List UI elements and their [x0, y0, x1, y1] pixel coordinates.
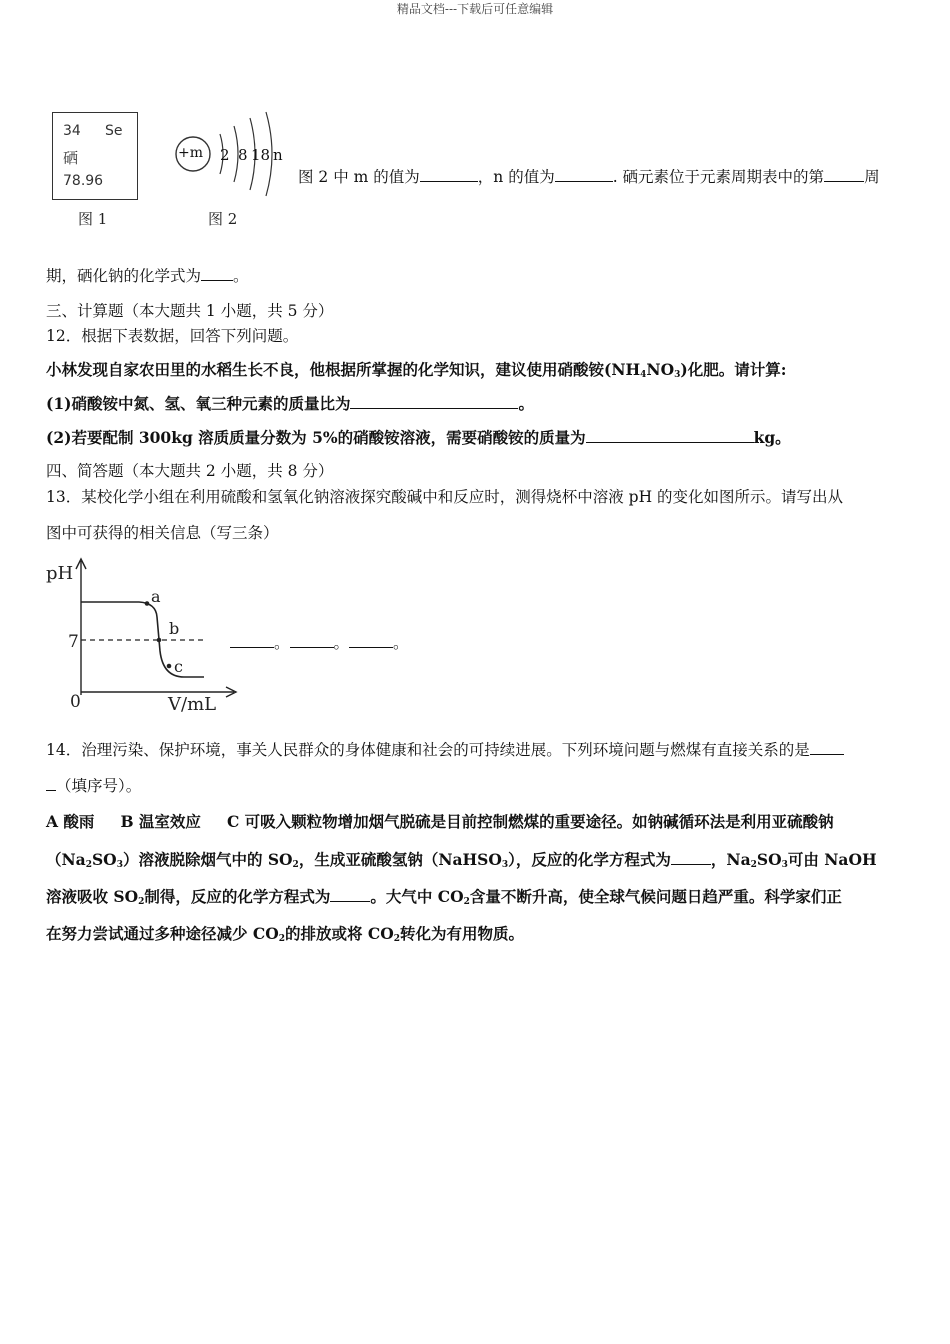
q12-part1 — [46, 392, 906, 414]
q11-part2: ，n 的值为 — [477, 168, 555, 186]
blank-mass-ratio[interactable] — [350, 394, 518, 409]
q14-line6 — [46, 922, 906, 944]
fig1-label: 图 1 — [78, 210, 108, 228]
t-d: 含量不断升高，使全球气候问题日趋严重。科学家们正 — [469, 887, 842, 906]
point-a — [145, 601, 150, 606]
q14-line1 — [46, 738, 906, 760]
sub: 2 — [85, 860, 92, 870]
t-g: SO — [756, 850, 782, 869]
q13-line1: 13．某校化学小组在利用硫酸和氢氧化钠溶液探究酸碱中和反应时，测得烧杯中溶液 pH 的变化如图所示。请写出从 — [46, 488, 844, 506]
sep-2: 。 — [333, 634, 350, 652]
origin-label: 0 — [70, 692, 81, 712]
q11-part4: 周 — [864, 168, 880, 186]
blank-n[interactable] — [555, 167, 613, 182]
atomic-mass: 78.96 — [63, 173, 104, 189]
answer-blank-2[interactable] — [290, 633, 334, 648]
option-b: B 温室效应 — [120, 812, 201, 831]
ph-chart — [44, 555, 244, 715]
label-c: c — [174, 657, 183, 676]
sep-3: 。 — [393, 634, 409, 652]
q11-line2-text: 期，硒化钠的化学式为 — [46, 267, 202, 285]
q12-part2 — [46, 426, 906, 448]
q11-line2-end: 。 — [233, 267, 249, 285]
fig2-label: 图 2 — [208, 210, 238, 228]
q11-line1 — [298, 165, 880, 187]
element-symbol: Se — [105, 123, 123, 139]
blank-formula[interactable] — [201, 266, 233, 281]
blank-m[interactable] — [420, 167, 478, 182]
answer-blank-3[interactable] — [349, 633, 393, 648]
answer-blank-1[interactable] — [230, 633, 274, 648]
sub: 2 — [138, 897, 145, 907]
t-c: 转化为有用物质。 — [400, 924, 525, 943]
q12-intro-a: 小林发现自家农田里的水稻生长不良，他根据所掌握的化学知识，建议使用硝酸铵(NH — [46, 360, 641, 379]
sub: 2 — [750, 860, 757, 870]
x-axis-label: V/mL — [168, 694, 217, 715]
q12-p1-text: (1)硝酸铵中氮、氢、氧三种元素的质量比为 — [46, 394, 351, 413]
q12-intro-c: )化肥。请计算: — [680, 360, 787, 379]
q11-part1: 图 2 中 m 的值为 — [298, 168, 420, 186]
t-c: ）溶液脱除烟气中的 SO — [122, 850, 293, 869]
q14-line4 — [46, 848, 906, 870]
sep-1: 。 — [274, 634, 290, 652]
q12-title: 12．根据下表数据，回答下列问题。 — [46, 327, 299, 345]
blank-q14-b[interactable] — [46, 776, 56, 791]
q14-line2 — [46, 774, 906, 796]
option-a: A 酸雨 — [46, 812, 95, 831]
label-a: a — [151, 587, 161, 606]
sub: 3 — [781, 860, 788, 870]
t-h: 可由 NaOH — [787, 850, 877, 869]
label-b: b — [169, 619, 180, 638]
element-card — [52, 112, 138, 200]
blank-q14-a[interactable] — [810, 740, 844, 755]
t-f: ，Na — [710, 850, 751, 869]
y-axis-label: pH — [46, 563, 74, 584]
sub: 2 — [463, 897, 470, 907]
t-b: 的排放或将 CO — [285, 924, 394, 943]
shell-4-electrons: n — [273, 146, 283, 164]
q14-options — [46, 810, 906, 832]
q11-part3: . 硒元素位于元素周期表中的第 — [612, 168, 825, 186]
q14-line2-text: （填序号）。 — [56, 777, 142, 795]
t-b: SO — [91, 850, 117, 869]
point-b — [157, 638, 162, 643]
q12-p2-text: (2)若要配制 300kg 溶质质量分数为 5%的硝酸铵溶液，需要硝酸铵的质量为 — [46, 428, 586, 447]
blank-equation-2[interactable] — [330, 887, 370, 902]
t-a: 在努力尝试通过多种途径减少 CO — [46, 924, 279, 943]
option-c: C 可吸入颗粒物增加烟气脱硫是目前控制燃煤的重要途径。如钠碱循环法是利用亚硫酸钠 — [226, 812, 834, 831]
blank-mass[interactable] — [586, 428, 754, 443]
blank-equation-1[interactable] — [671, 850, 711, 865]
sub: 3 — [116, 860, 123, 870]
t-e: ），反应的化学方程式为 — [508, 850, 671, 869]
q12-intro — [46, 358, 906, 380]
q14-line5 — [46, 885, 906, 907]
t-d: ，生成亚硫酸氢钠（NaHSO — [298, 850, 502, 869]
q13-answer-blanks — [230, 631, 409, 653]
section-4-title: 四、简答题（本大题共 2 小题，共 8 分） — [46, 462, 334, 480]
q14-line1-text: 14．治理污染、保护环境，事关人民群众的身体健康和社会的可持续进展。下列环境问题与燃煤有直接关系的是 — [46, 741, 810, 759]
t-c: 。大气中 CO — [370, 887, 464, 906]
nucleus-charge: +m — [178, 145, 204, 161]
q12-p1-end: 。 — [518, 394, 534, 413]
atomic-number: 34 — [63, 123, 81, 139]
section-3-title: 三、计算题（本大题共 1 小题，共 5 分） — [46, 302, 334, 320]
shell-1-electrons: 2 — [220, 146, 230, 164]
q12-p2-end: kg。 — [753, 428, 791, 447]
sub: 2 — [292, 860, 299, 870]
sub: 3 — [501, 860, 509, 870]
t-a: （Na — [46, 850, 86, 869]
sub: 2 — [278, 934, 286, 944]
shell-3-electrons: 18 — [251, 146, 271, 164]
blank-period[interactable] — [824, 167, 864, 182]
q12-sub1: 4 — [640, 370, 647, 380]
point-c — [167, 664, 172, 669]
t-a: 溶液吸收 SO — [46, 887, 139, 906]
element-name: 硒 — [63, 149, 79, 167]
q13-line2: 图中可获得的相关信息（写三条） — [46, 524, 279, 542]
sub: 2 — [393, 934, 401, 944]
q12-intro-b: NO — [646, 360, 675, 379]
q11-line2 — [46, 264, 906, 286]
shell-2-electrons: 8 — [238, 146, 248, 164]
t-b: 制得，反应的化学方程式为 — [144, 887, 331, 906]
page-header: 精品文档---下载后可任意编辑 — [396, 2, 554, 16]
y-tick-7: 7 — [68, 632, 79, 652]
q12-sub2: 3 — [674, 370, 681, 380]
